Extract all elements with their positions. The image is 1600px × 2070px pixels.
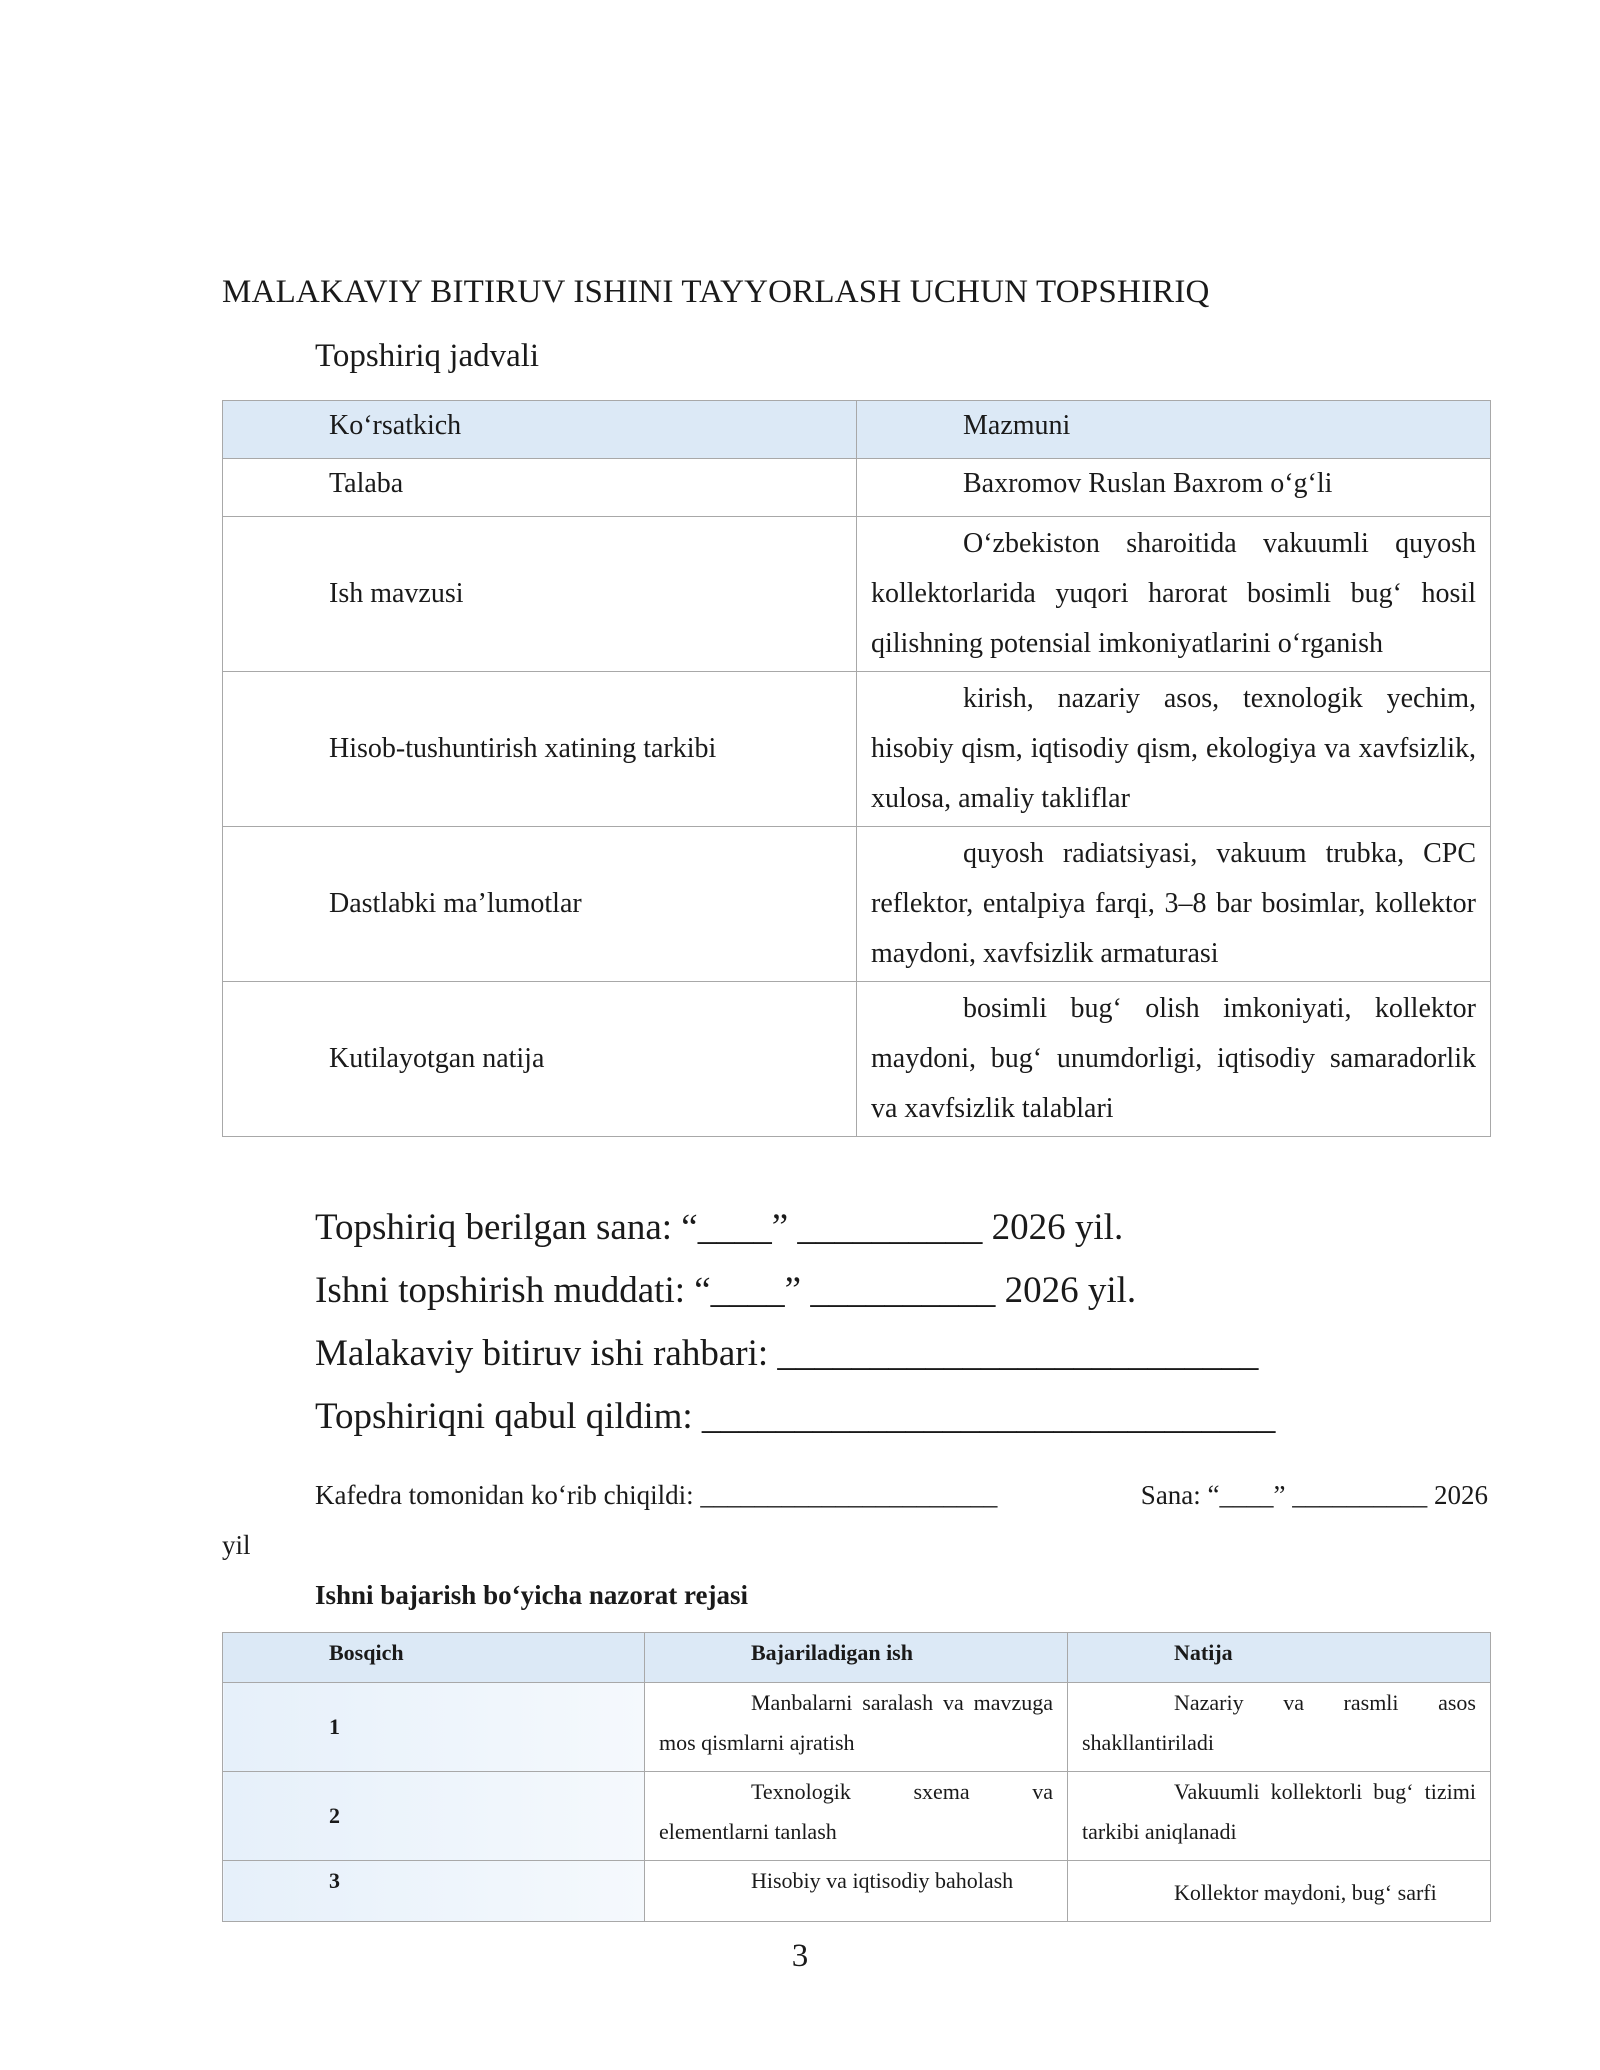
table-row [223, 1861, 1491, 1922]
row-value: O‘zbekiston sharoitida vakuumli quyosh kollektorlarida yuqori harorat bosimli bug‘ hosil qilishning potensial imkoniyatlarini o‘rganish [857, 517, 1491, 672]
row-value: Baxromov Ruslan Baxrom o‘g‘li [857, 459, 1491, 517]
result-cell: Vakuumli kollektorli bug‘ tizimi tarkibi aniqlanadi [1068, 1772, 1491, 1861]
task-table-header [223, 401, 1491, 459]
table-row [223, 672, 1491, 827]
result-cell: Nazariy va rasmli asos shakllantiriladi [1068, 1683, 1491, 1772]
row-value: bosimli bug‘ olish imkoniyati, kollektor maydoni, bug‘ unumdorligi, iqtisodiy samaradorlik va xavfsizlik talablari [857, 982, 1491, 1137]
row-label: Talaba [223, 459, 857, 517]
page-number: 3 [791, 1938, 809, 1974]
stage-number: 3 [223, 1861, 645, 1922]
work-cell: Hisobiy va iqtisodiy baholash [645, 1861, 1068, 1922]
work-cell: Texnologik sxema va elementlarni tanlash [645, 1772, 1068, 1861]
header-content: Mazmuni [857, 401, 1491, 459]
header-indicator: Ko‘rsatkich [223, 401, 857, 459]
control-plan-header [223, 1633, 1491, 1683]
result-cell: Kollektor maydoni, bug‘ sarfi [1068, 1861, 1491, 1922]
header-stage: Bosqich [223, 1633, 645, 1683]
row-label: Kutilayotgan natija [223, 982, 857, 1137]
row-value: kirish, nazariy asos, texnologik yechim, hisobiy qism, iqtisodiy qism, ekologiya va xavfsizlik, xulosa, amaliy takliflar [857, 672, 1491, 827]
year-suffix: yil [222, 1530, 251, 1560]
deadline-line: Ishni topshirish muddati: “____” __________ 2026 yil. [315, 1270, 1137, 1311]
supervisor-line: Malakaviy bitiruv ishi rahbari: __________________________ [315, 1333, 1259, 1374]
header-result: Natija [1068, 1633, 1491, 1683]
table-row [223, 459, 1491, 517]
work-cell: Manbalarni saralash va mavzuga mos qismlarni ajratish [645, 1683, 1068, 1772]
department-date: Sana: “____” __________ 2026 [1140, 1480, 1488, 1510]
document-title: MALAKAVIY BITIRUV ISHINI TAYYORLASH UCHUN TOPSHIRIQ [222, 274, 1210, 310]
table-row [223, 517, 1491, 672]
row-value: quyosh radiatsiyasi, vakuum trubka, CPC reflektor, entalpiya farqi, 3–8 bar bosimlar, kollektor maydoni, xavfsizlik armaturasi [857, 827, 1491, 982]
task-table [222, 400, 1491, 1137]
control-plan-table [222, 1632, 1491, 1922]
row-label: Dastlabki ma’lumotlar [223, 827, 857, 982]
table-row [223, 827, 1491, 982]
row-label: Hisob-tushuntirish xatining tarkibi [223, 672, 857, 827]
row-label: Ish mavzusi [223, 517, 857, 672]
given-date-line: Topshiriq berilgan sana: “____” __________ 2026 yil. [315, 1207, 1124, 1248]
header-work: Bajariladigan ish [645, 1633, 1068, 1683]
department-review-line: Kafedra tomonidan ko‘rib chiqildi: ______________________ [315, 1480, 998, 1510]
stage-number: 2 [223, 1772, 645, 1861]
table-row [223, 982, 1491, 1137]
table-title: Topshiriq jadvali [315, 338, 540, 374]
table-row [223, 1683, 1491, 1772]
table-row [223, 1772, 1491, 1861]
control-plan-title: Ishni bajarish bo‘yicha nazorat rejasi [315, 1580, 749, 1610]
accepted-line: Topshiriqni qabul qildim: _______________________________ [315, 1396, 1276, 1437]
stage-number: 1 [223, 1683, 645, 1772]
